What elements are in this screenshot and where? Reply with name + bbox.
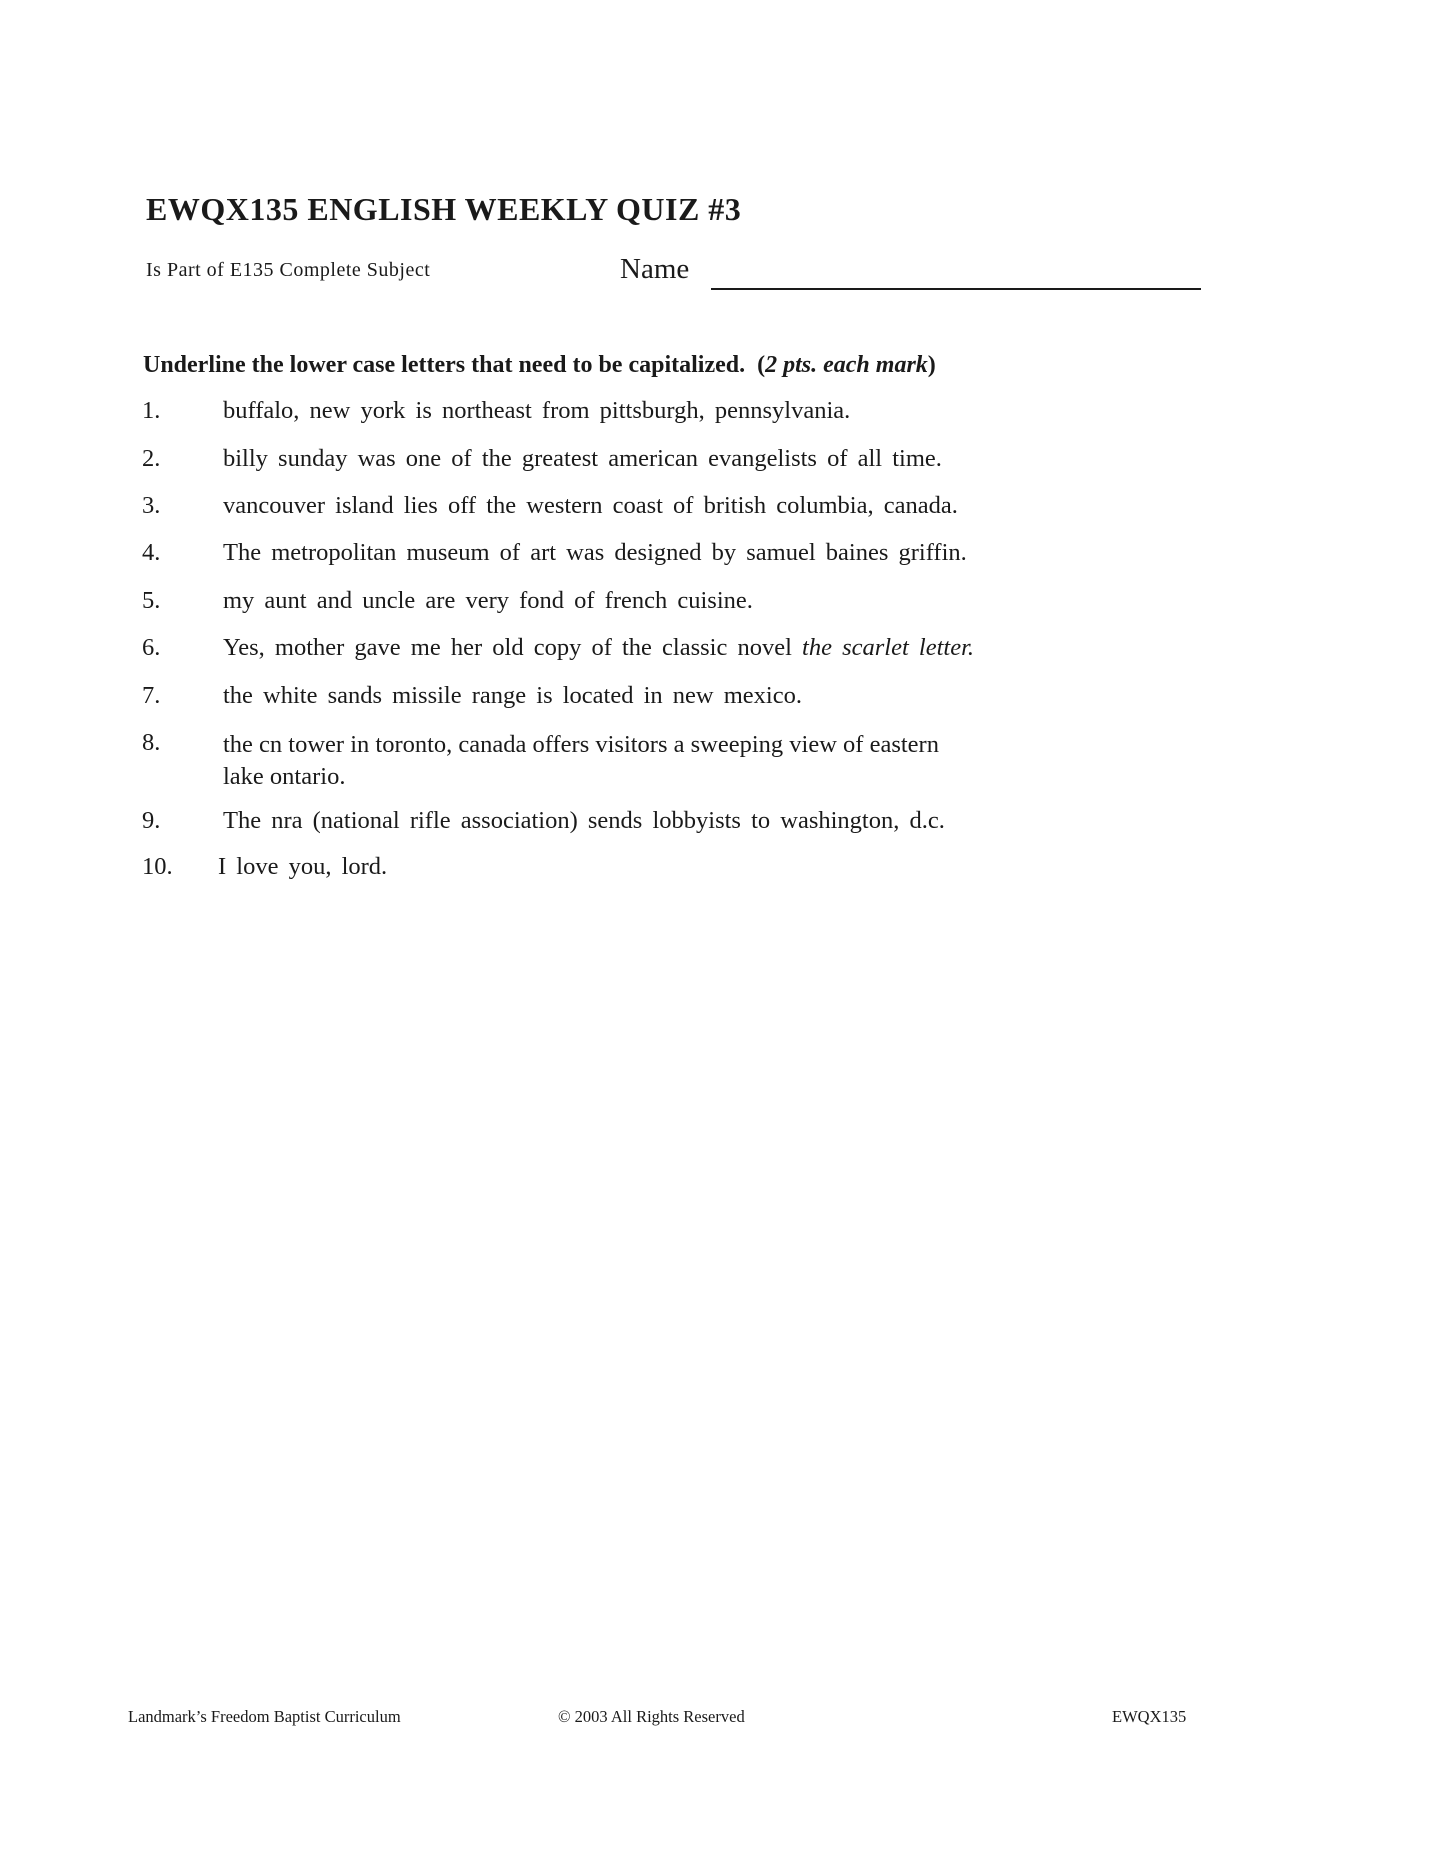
footer-copyright: © 2003 All Rights Reserved	[558, 1707, 745, 1726]
question-number: 7.	[142, 682, 161, 709]
question-number: 6.	[142, 634, 161, 661]
subtitle: Is Part of E135 Complete Subject	[146, 259, 431, 281]
question-number: 4.	[142, 539, 161, 566]
book-title: the scarlet letter.	[802, 634, 975, 661]
question-text: vancouver island lies off the western coast of british columbia, canada.	[223, 492, 958, 519]
instructions	[143, 352, 936, 379]
footer-publisher: Landmark’s Freedom Baptist Curriculum	[128, 1707, 401, 1726]
points-open: (	[757, 352, 766, 378]
question-number: 10.	[142, 853, 173, 880]
points-italic: 2 pts. each mark	[765, 352, 928, 378]
points-note	[751, 352, 936, 378]
name-label: Name	[620, 253, 690, 285]
question-number: 9.	[142, 807, 161, 834]
question-text	[223, 729, 939, 793]
question-number: 8.	[142, 729, 161, 756]
question-text: The nra (national rifle association) sends lobbyists to washington, d.c.	[223, 807, 945, 834]
points-close: )	[927, 352, 936, 378]
question-number: 3.	[142, 492, 161, 519]
question-text: The metropolitan museum of art was designed by samuel baines griffin.	[223, 539, 967, 566]
question-text-line-1: the cn tower in toronto, canada offers visitors a sweeping view of eastern	[223, 731, 939, 758]
question-text: my aunt and uncle are very fond of french cuisine.	[223, 587, 753, 614]
question-number: 2.	[142, 445, 161, 472]
name-field-line[interactable]	[711, 288, 1201, 290]
question-text: billy sunday was one of the greatest american evangelists of all time.	[223, 445, 942, 472]
instructions-text: Underline the lower case letters that need to be capitalized.	[143, 352, 746, 378]
question-text-main: Yes, mother gave me her old copy of the classic novel	[223, 634, 792, 661]
question-text: buffalo, new york is northeast from pittsburgh, pennsylvania.	[223, 397, 851, 424]
question-text	[223, 634, 974, 662]
question-text-line-2: lake ontario.	[223, 763, 346, 790]
question-text: I love you, lord.	[218, 853, 388, 880]
question-number: 5.	[142, 587, 161, 614]
page-title: EWQX135 ENGLISH WEEKLY QUIZ #3	[146, 191, 742, 227]
question-number: 1.	[142, 397, 161, 424]
question-text: the white sands missile range is located in new mexico.	[223, 682, 802, 709]
footer-code: EWQX135	[1112, 1707, 1187, 1726]
